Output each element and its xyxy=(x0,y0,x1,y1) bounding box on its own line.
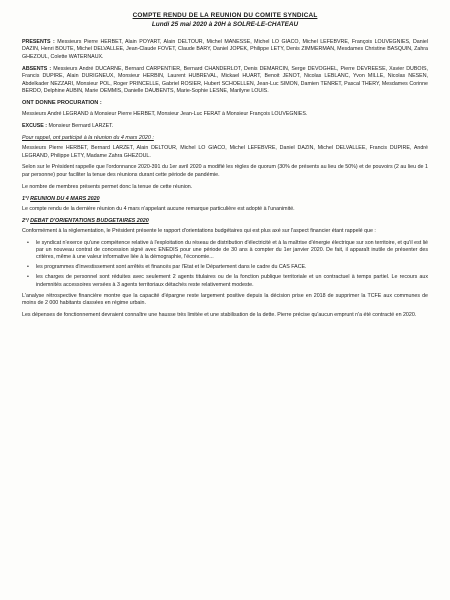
procuration-text: Messieurs André LEGRAND à Monsieur Pierre HERBET, Monsieur Jean-Luc FERAT à Monsieur François LOUVEGNIES. xyxy=(22,111,308,118)
item2-title: DEBAT D'ORIENTATIONS BUDGETAIRES 2020 xyxy=(30,217,149,224)
list-item: • le syndicat n'exerce qu'une compétence relative à l'exploitation du réseau de distribution d'électricité et à la maîtrise d'énergie électrique sur son territoire, et qu'il est lié par un nouveau contrat de concession signé avec ENEDIS pour une période de 30 ans à compter du 1er janvier 2020. De fait, il apparaît inutile de présenter des critères, même à une valeur informative liée à la démographie, l'économie... xyxy=(36,240,428,262)
absents-label: ABSENTS : xyxy=(22,65,52,72)
membres-text: Le nombre de membres présents permet donc la tenue de cette réunion. xyxy=(22,183,193,190)
absents-paragraph xyxy=(22,66,428,96)
procuration-heading: ONT DONNE PROCURATION : xyxy=(22,100,102,107)
recall-text: Messieurs Pierre HERBET, Bernard LARZET, Alain DELTOUR, Michel LO GIACO, Michel LEFEBVRE, Daniel DAZIN, Michel DELVALLEE, Francis DUPIRE, André LEGRAND, Philippe LETY, Madame Zahra GHEZOUL. xyxy=(22,145,428,159)
excuse-paragraph xyxy=(22,123,428,130)
item1-number: 1°/ xyxy=(22,195,31,202)
list-item: • les charges de personnel sont réduites avec seulement 2 agents titulaires ou de la fonction publique territoriale et un contractuel à temps partiel. Le recours aux indemnités accessoires versées à 3 agents territoriaux détachés reste relativement modeste. xyxy=(36,274,428,289)
item1-title: REUNION DU 4 MARS 2020 xyxy=(30,195,100,202)
item1-text: Le compte rendu de la dernière réunion du 4 mars n'appelant aucune remarque particulière est adopté à l'unanimité. xyxy=(22,205,295,212)
absents-text: Messieurs André DUCARNE, Bernard CARPENTIER, Bernard CHANDERLOT, Denis DEMARCIN, Serge DEVOGHEL, Pierre DEVREESE, Xavier DUBOIS, Francis DUPIRE, Alain DURIGNEUX, Monsieur HERBIN, Laurent HUBREVAL, Mickael HUART, Benoit JENOT, Nicolas LEBLANC, Yvon MILLE, Nicolas NESEN, Abdelkader NEZZARI, Monsieur POL, Roger PRINCELLE, Gabriel ROSIER, Hubert SCHOELLEN, Jean-Luc SIMON, Damien TENRET, Pascal THERY, Mesdames Corinne BERDO, Delphine AUBIN, Marie OEMMIS, Danielle DAUBENTS, Marie-Sophie LESNE, Marilyne LOUIS. xyxy=(22,65,428,94)
final-text: Les dépenses de fonctionnement devraient connaître une hausse très limitée et une stabilisation de la dette. Pierre précise qu'aucun emprunt n'a été contracté en 2020. xyxy=(22,312,417,319)
presents-label: PRESENTS : xyxy=(22,39,55,45)
retrospective-text: L'analyse rétrospective financière montre que la capacité d'épargne reste largement positive depuis la décision prise en 2018 de supprimer la TCFE aux communes de moins de 2 000 habitants classées en régime urbain. xyxy=(22,292,428,307)
recall-heading: Pour rappel, ont participé à la réunion du 4 mars 2020 : xyxy=(22,135,154,142)
presents-text: Messieurs Pierre HERBET, Alain POYART, Alain DELTOUR, Michel MANESSE, Michel LO GIACO, Michel LEFEBVRE, François LOUVEGNIES, Daniel DAZIN, Henri BOUTE, Michel DELVALLEE, Jean-Claude FOVET, Claude BARY, Daniel JOPEK, Philippe LETY, Denis ZIMMERMAN, Mesdames Christine BASQUIN, Zahra GHEZOUL, Colette WATERNAUX. xyxy=(22,39,428,60)
quorum-text: Selon sur le Président rappelle que l'ordonnance 2020-391 du 1er avril 2020 a modifié les règles de quorum (30% de présents au lieu de 50%) et de pouvoirs (2 au lieu de 1 par personne) pour faciliter la tenue des réunions durant cette période de pandémie. xyxy=(22,164,428,178)
excuse-label: EXCUSE : xyxy=(22,123,48,130)
item1-heading xyxy=(22,196,428,202)
document-title: COMPTE RENDU DE LA REUNION DU COMITE SYNDICAL xyxy=(132,12,318,19)
item2-heading xyxy=(22,218,428,224)
bullet-list xyxy=(22,240,428,289)
item2-intro: Conformément à la réglementation, le Président présente le rapport d'orientations budgétaires qui est plus axé sur l'aspect financier étant rappelé que : xyxy=(22,227,376,234)
document-subtitle: Lundi 25 mai 2020 à 20H à SOLRE-LE-CHATEAU xyxy=(151,21,299,28)
presents-paragraph xyxy=(22,39,428,61)
excuse-text: Monsieur Bernard LARZET. xyxy=(48,123,114,130)
item2-number: 2°/ xyxy=(22,217,31,224)
list-item: • les programmes d'investissement sont arrêtés et financés par l'Etat et le Département dans le cadre du CAS FACE. xyxy=(36,264,428,271)
